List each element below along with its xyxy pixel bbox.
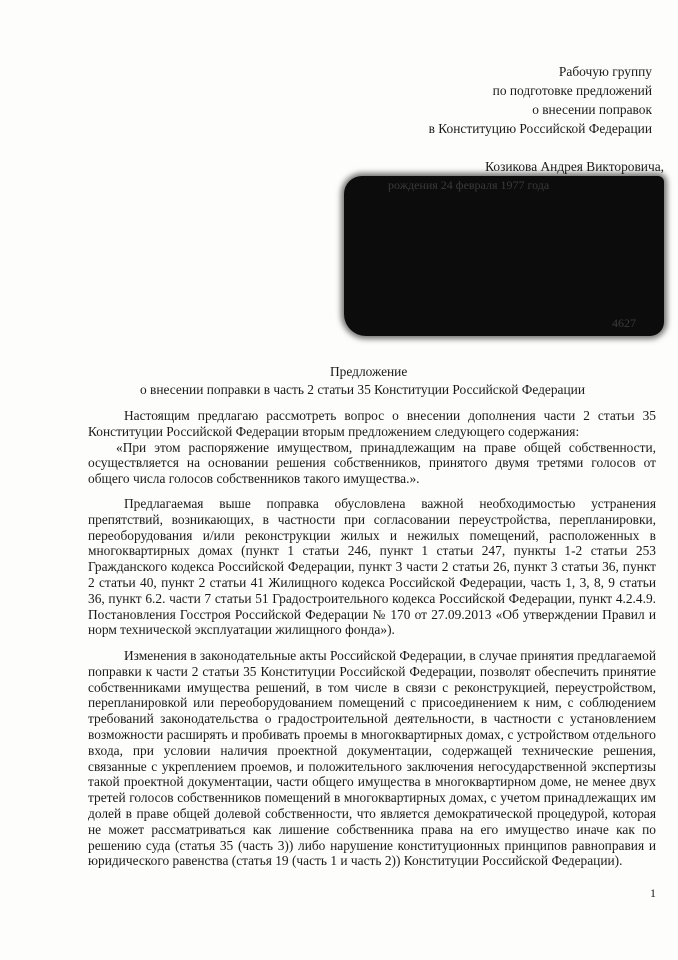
addressee-line: Рабочую группу — [558, 64, 652, 79]
paragraph-text: Предлагаемая выше поправка обусловлена важной необходимостью устранения препятствий, возникающих, в частности при согласовании переустройства, перепланировки, переоборудования и/или реконструкции жилых и нежилых помещений, расположенных в многоквартирных домах (пункт 1 статьи 246, пункт 1 статьи 247, пункты 1-2 статьи 253 Гражданского кодекса Российской Федерации, пункт 3 части 2 статьи 26, пункт 3 статьи 36, пункт 2 статьи 40, пункт 2 статьи 41 Жилищного кодекса Российской Федерации, часть 1, 3, 8, 9 статьи 36, пункт 6.2. части 7 статьи 51 Градостроительного кодекса Российской Федерации, пункт 4.2.4.9. Постановления Госстроя Российской Федерации № 170 от 27.09.2013 «Об утверждении Правил и норм технической эксплуатации жилищного фонда»). — [88, 496, 656, 638]
redacted-text-fragment: рождения 24 февраля 1977 года — [388, 178, 550, 192]
addressee-line: по подготовке предложений — [492, 83, 652, 98]
redacted-text-fragment: 4627 — [612, 316, 636, 330]
addressee-line: о внесении поправок — [532, 102, 652, 117]
page-number: 1 — [650, 886, 656, 900]
quoted-amendment: «При этом распоряжение имуществом, принадлежащим на праве общей собственности, осуществляется на основании решения собственников, принятого двумя третями голосов от общего числа голосов собственников такого имущества.». — [88, 439, 656, 487]
paragraph-rationale — [88, 496, 656, 638]
paragraph-text: Изменения в законодательные акты Российской Федерации, в случае принятия предлагаемой поправки к части 2 статьи 35 Конституции Российской Федерации, позволят обеспечить принятие собственниками имущества решений, в том числе в связи с реконструкцией, переустройством, перепланировкой или переоборудованием помещений с присоединением к ним, с соблюдением требований законодательства о градостроительной деятельности, в частности с установлением возможности расширять и пробивать проемы в многоквартирных домах, с устройством отдельного входа, при условии наличия проектной документации, содержащей технические решения, связанные с укреплением проемов, и положительного заключения негосударственной экспертизы такой проектной документации, части общего имущества в многоквартирном доме, не менее двух третей голосов собственников помещений в многоквартирных домах, с учетом принадлежащих им долей в праве общей долевой собственности, что является демократической процедурой, которая не может рассматриваться как лишение собственника права на его имущество иначе как по решению суда (статья 35 (часть 3)) либо нарушение конституционных принципов равноправия и юридического равенства (статья 19 (часть 1 и часть 2)) Конституции Российской Федерации). — [88, 648, 656, 869]
paragraph-text: Настоящим предлагаю рассмотреть вопрос о внесении дополнения части 2 статьи 35 Конституции Российской Федерации вторым предложением следующего содержания: — [88, 408, 656, 439]
title-line: Предложение — [330, 364, 408, 379]
title-subline: о внесении поправки в часть 2 статьи 35 Конституции Российской Федерации — [140, 382, 586, 397]
sender-name: Козикова Андрея Викторовича, — [485, 159, 664, 174]
paragraph-intro — [88, 408, 656, 487]
sender-block — [485, 158, 664, 176]
paragraph-consequences — [88, 648, 656, 869]
redacted-area — [344, 176, 664, 336]
addressee-block — [429, 62, 652, 138]
addressee-line: в Конституцию Российской Федерации — [428, 121, 652, 136]
